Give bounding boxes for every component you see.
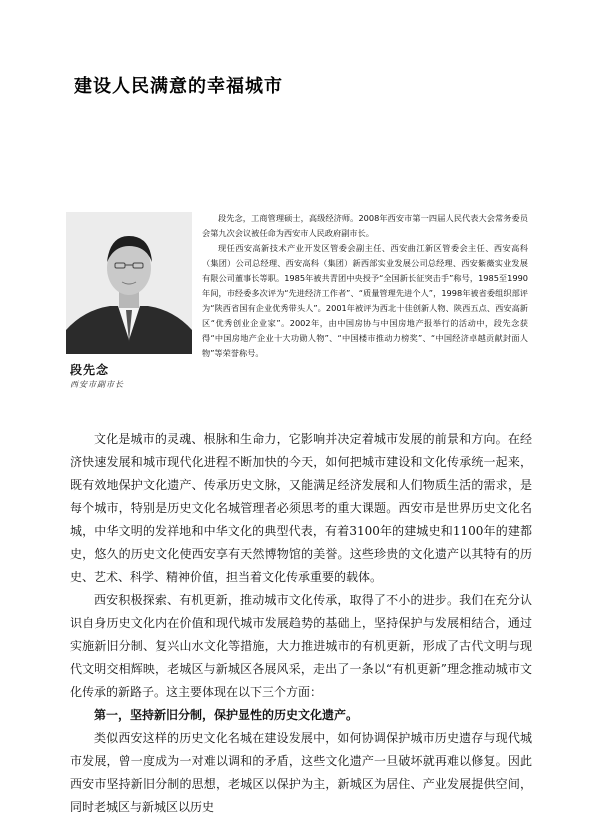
author-role: 西安市副市长 <box>70 380 124 389</box>
body-paragraph: 西安积极探索、有机更新，推动城市文化传承，取得了不小的进步。我们在充分认识自身历史文化内在价值和现代城市发展趋势的基础上，坚持保护与发展相结合，通过实施新旧分制、复兴山水文化等措施，大力推进城市的有机更新，形成了古代文明与现代文明交相辉映，老城区与新城区各展风采，走出了一条以“有机更新”理念推动城市文化传承的新路子。这主要体现在以下三个方面： <box>70 593 532 699</box>
author-bio <box>202 211 528 361</box>
article-body <box>70 428 532 819</box>
article-title: 建设人民满意的幸福城市 <box>74 76 283 97</box>
body-paragraph: 文化是城市的灵魂、根脉和生命力，它影响并决定着城市发展的前景和方向。在经济快速发展和城市现代化进程不断加快的今天，如何把城市建设和文化传承统一起来，既有效地保护文化遗产、传承历史文脉，又能满足经济发展和人们物质生活的需求，是每个城市，特别是历史文化名城管理者必须思考的重大课题。西安市是世界历史文化名城，中华文明的发祥地和中华文化的典型代表，有着3100年的建城史和1100年的建都史，悠久的历史文化使西安享有天然博物馆的美誉。这些珍贵的文化遗产以其特有的历史、艺术、科学、精神价值，担当着文化传承重要的载体。 <box>70 432 532 584</box>
author-photo <box>66 212 192 354</box>
bio-paragraph: 段先念，工商管理硕士，高级经济师。2008年西安市第一四届人民代表大会常务委员会第九次会议被任命为西安市人民政府副市长。 <box>202 213 528 238</box>
bio-paragraph: 现任西安高新技术产业开发区管委会副主任、西安曲江新区管委会主任、西安高科（集团）公司总经理、西安高科（集团）新西部实业发展公司总经理、西安紫薇实业发展有限公司董事长等职。1985年被共青团中央授予“全国新长征突击手”称号，1985至1990年间，市经委多次评为“先进经济工作者”、“质量管理先进个人”，1998年被省委组织部评为“陕西省国有企业优秀带头人”。2001年被评为西北十佳创新人物、陕西五点、西安高新区“优秀创业企业家”。2002年，由中国房协与中国房地产报举行的活动中，段先念获得“中国房地产企业十大功勋人物”、“中国楼市推动力榜奖”、“中国经济卓越贡献封面人物”等荣誉称号。 <box>202 243 528 358</box>
author-name: 段先念 <box>70 363 110 377</box>
body-paragraph: 类似西安这样的历史文化名城在建设发展中，如何协调保护城市历史遗存与现代城市发展，曾一度成为一对难以调和的矛盾，这些文化遗产一旦破坏就再难以修复。因此西安市坚持新旧分制的思想，老城区以保护为主，新城区为居住、产业发展提供空间，同时老城区与新城区以历史 <box>70 731 532 814</box>
section-heading: 第一，坚持新旧分制，保护显性的历史文化遗产。 <box>94 708 359 722</box>
